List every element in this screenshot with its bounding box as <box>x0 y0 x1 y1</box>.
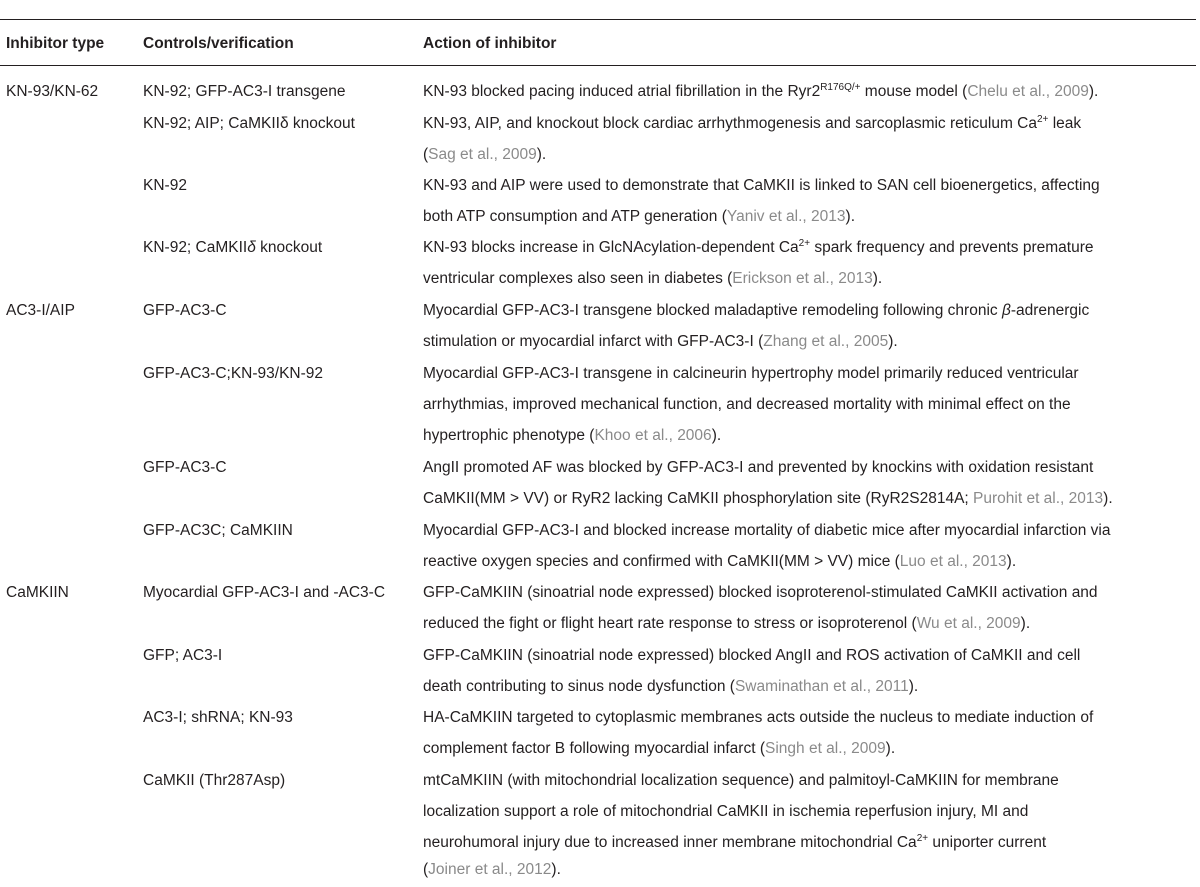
action-line: GFP-CaMKIIN (sinoatrial node expressed) blocked isoproterenol-stimulated CaMKII activation and <box>423 584 1098 601</box>
action-line: localization support a role of mitochondrial CaMKII in ischemia reperfusion injury, MI and <box>423 803 1029 820</box>
action-line: KN-93 blocked pacing induced atrial fibrillation in the $Ryr2^{R176Q/+}$ mouse model (Chelu et al., 2009). <box>423 82 1099 100</box>
header-inhibitor-type: Inhibitor type <box>6 35 105 52</box>
citation-link[interactable]: Wu et al., 2009 <box>916 615 1021 632</box>
action-line: Myocardial GFP-AC3-I and blocked increase mortality of diabetic mice after myocardial infarction via <box>423 522 1111 539</box>
citation-link[interactable]: Erickson et al., 2013 <box>732 270 873 287</box>
controls-cell: GFP-AC3-C;KN-93/KN-92 <box>143 365 324 382</box>
citation-link[interactable]: Singh et al., 2009 <box>765 740 886 757</box>
action-line: Myocardial GFP-AC3-I transgene blocked maladaptive remodeling following chronic β-adrenergic <box>423 302 1090 319</box>
controls-cell: CaMKII (Thr287Asp) <box>143 772 286 789</box>
action-line: mtCaMKIIN (with mitochondrial localization sequence) and palmitoyl-CaMKIIN for membrane <box>423 772 1059 789</box>
action-line: stimulation or myocardial infarct with GFP-AC3-I (Zhang et al., 2005). <box>423 333 898 350</box>
citation-link[interactable]: Zhang et al., 2005 <box>763 333 889 350</box>
citation-link[interactable]: Yaniv et al., 2013 <box>726 208 846 225</box>
action-line: AngII promoted AF was blocked by GFP-AC3-I and prevented by knockins with oxidation resistant <box>423 459 1094 476</box>
citation-link[interactable]: Khoo et al., 2006 <box>594 427 712 444</box>
action-line: complement factor B following myocardial infarct (Singh et al., 2009). <box>423 740 896 757</box>
citation-link[interactable]: Chelu et al., 2009 <box>967 83 1089 100</box>
action-line: hypertrophic phenotype (Khoo et al., 2006). <box>423 427 722 444</box>
citation-link[interactable]: Joiner et al., 2012 <box>428 861 552 878</box>
controls-cell: AC3-I; shRNA; KN-93 <box>143 709 293 726</box>
controls-cell: GFP-AC3-C <box>143 302 227 319</box>
citation-link[interactable]: Swaminathan et al., 2011 <box>734 678 909 695</box>
action-line: GFP-CaMKIIN (sinoatrial node expressed) blocked AngII and ROS activation of CaMKII and cell <box>423 647 1081 664</box>
controls-cell: KN-92; GFP-AC3-I transgene <box>143 83 346 100</box>
table-header-rule <box>0 65 1196 66</box>
citation-link[interactable]: Luo et al., 2013 <box>899 553 1007 570</box>
action-line: reduced the fight or flight heart rate response to stress or isoproterenol (Wu et al., 2009). <box>423 615 1031 632</box>
controls-cell: GFP-AC3-C <box>143 459 227 476</box>
header-action-of-inhibitor: Action of inhibitor <box>423 35 557 52</box>
citation-link[interactable]: Sag et al., 2009 <box>428 146 537 163</box>
inhibitor-type-cell: KN-93/KN-62 <box>6 83 99 100</box>
citation-link[interactable]: Purohit et al., 2013 <box>973 490 1104 507</box>
action-line: arrhythmias, improved mechanical function, and decreased mortality with minimal effect on the <box>423 396 1071 413</box>
controls-cell: Myocardial GFP-AC3-I and -AC3-C <box>143 584 386 601</box>
action-line: (Joiner et al., 2012). <box>423 861 561 878</box>
action-line: death contributing to sinus node dysfunction (Swaminathan et al., 2011). <box>423 678 919 695</box>
action-line: neurohumoral injury due to increased inner membrane mitochondrial $Ca^{2+}$ uniporter current <box>423 833 1047 851</box>
action-line: reactive oxygen species and confirmed with CaMKII(MM > VV) mice (Luo et al., 2013). <box>423 553 1017 570</box>
controls-cell: GFP-AC3C; CaMKIIN <box>143 522 293 539</box>
header-controls-verification: Controls/verification <box>143 35 294 52</box>
action-line: Myocardial GFP-AC3-I transgene in calcineurin hypertrophy model primarily reduced ventricular <box>423 365 1079 382</box>
controls-cell: KN-92; CaMKIIδ knockout <box>143 239 323 256</box>
table-top-rule <box>0 19 1196 20</box>
inhibitor-type-cell: CaMKIIN <box>6 584 69 601</box>
action-line: HA-CaMKIIN targeted to cytoplasmic membranes acts outside the nucleus to mediate induction of <box>423 709 1094 726</box>
action-line: both ATP consumption and ATP generation (Yaniv et al., 2013). <box>423 208 855 225</box>
controls-cell: GFP; AC3-I <box>143 647 223 664</box>
action-line: ventricular complexes also seen in diabetes (Erickson et al., 2013). <box>423 270 883 287</box>
action-line: KN-93 and AIP were used to demonstrate that CaMKII is linked to SAN cell bioenergetics, affecting <box>423 177 1100 194</box>
action-line: KN-93 blocks increase in GlcNAcylation-dependent $Ca^{2+}$ spark frequency and prevents premature <box>423 238 1094 256</box>
action-line: CaMKII(MM > VV) or RyR2 lacking CaMKII phosphorylation site (RyR2S2814A; Purohit et al., 2013). <box>423 490 1113 507</box>
action-line: (Sag et al., 2009). <box>423 146 547 163</box>
controls-cell: KN-92; AIP; CaMKIIδ knockout <box>143 115 355 132</box>
controls-cell: KN-92 <box>143 177 187 194</box>
inhibitor-type-cell: AC3-I/AIP <box>6 302 75 319</box>
action-line: KN-93, AIP, and knockout block cardiac arrhythmogenesis and sarcoplasmic reticulum $Ca^{2+}$ leak <box>423 114 1082 132</box>
